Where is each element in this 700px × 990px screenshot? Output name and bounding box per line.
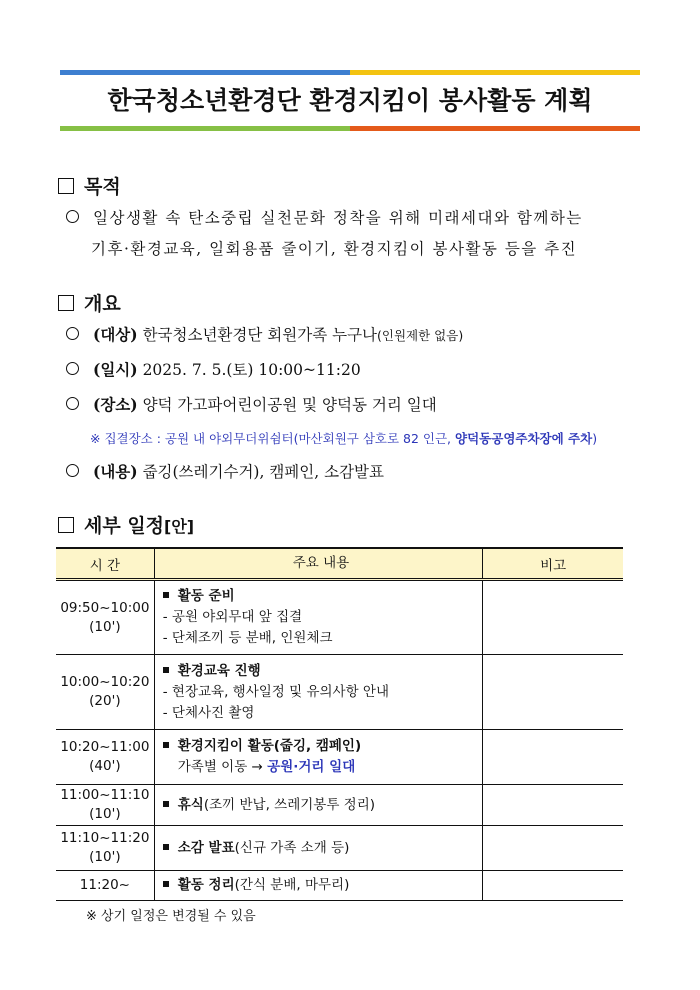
circle-bullet-icon [66, 210, 79, 223]
square-bullet-icon [163, 881, 169, 887]
purpose-paragraph: 일상생활 속 탄소중립 실천문화 정착을 위해 미래세대와 함께하는 기후·환경교육, 일회용품 줄이기, 환경지킴이 봉사활동 등을 추진 [66, 203, 666, 265]
content-cell: 환경지킴이 활동(줍깅, 캠페인) 가족별 이동 → 공원·거리 일대 [154, 730, 482, 785]
overview-place: (장소) 양덕 가고파어린이공원 및 양덕동 거리 일대 [66, 394, 437, 416]
circle-bullet-icon [66, 464, 79, 477]
table-row [56, 730, 623, 785]
table-row [56, 871, 623, 901]
note-cell [483, 580, 623, 655]
square-bullet-icon [163, 742, 169, 748]
checkbox-square-icon [58, 517, 74, 533]
content-cell: 활동 준비 - 공원 야외무대 앞 집결 - 단체조끼 등 분배, 인원체크 [154, 580, 482, 655]
time-cell: 10:00~10:20 (20') [56, 655, 154, 730]
time-cell: 11:20~ [56, 871, 154, 901]
content-cell: 휴식(조끼 반납, 쓰레기봉투 정리) [154, 785, 482, 826]
table-row [56, 826, 623, 871]
time-cell: 10:20~11:00 (40') [56, 730, 154, 785]
section-heading-purpose: 목적 [58, 172, 121, 199]
title-bar-orange [350, 126, 640, 131]
column-header-time: 시 간 [56, 548, 154, 580]
table-row [56, 580, 623, 655]
title-bar-green [60, 126, 350, 131]
schedule-table [56, 547, 623, 901]
square-bullet-icon [163, 667, 169, 673]
title-bar-yellow [350, 70, 640, 75]
meeting-place-note: ※ 집결장소 : 공원 내 야외무더위쉼터(마산회원구 삼호로 82 인근, 양덕동공영주차장에 주차) [90, 431, 598, 446]
column-header-note: 비고 [483, 548, 623, 580]
title-bar-blue [60, 70, 350, 75]
table-row [56, 785, 623, 826]
note-cell [483, 826, 623, 871]
note-cell [483, 655, 623, 730]
circle-bullet-icon [66, 362, 79, 375]
content-cell: 활동 정리(간식 분배, 마무리) [154, 871, 482, 901]
time-cell: 11:00~11:10 (10') [56, 785, 154, 826]
content-cell: 소감 발표(신규 가족 소개 등) [154, 826, 482, 871]
content-cell: 환경교육 진행 - 현장교육, 행사일정 및 유의사항 안내 - 단체사진 촬영 [154, 655, 482, 730]
time-cell: 09:50~10:00 (10') [56, 580, 154, 655]
section-heading-schedule: 세부 일정[안] [58, 511, 194, 538]
square-bullet-icon [163, 844, 169, 850]
schedule-footnote: ※ 상기 일정은 변경될 수 있음 [86, 909, 256, 924]
column-header-content: 주요 내용 [154, 548, 482, 580]
square-bullet-icon [163, 801, 169, 807]
circle-bullet-icon [66, 397, 79, 410]
note-cell [483, 730, 623, 785]
overview-date: (일시) 2025. 7. 5.(토) 10:00~11:20 [66, 359, 361, 381]
document-title: 한국청소년환경단 환경지킴이 봉사활동 계획 [107, 86, 593, 115]
table-row [56, 655, 623, 730]
circle-bullet-icon [66, 327, 79, 340]
overview-content: (내용) 줍깅(쓰레기수거), 캠페인, 소감발표 [66, 461, 384, 483]
time-cell: 11:10~11:20 (10') [56, 826, 154, 871]
checkbox-square-icon [58, 178, 74, 194]
note-cell [483, 785, 623, 826]
section-heading-overview: 개요 [58, 289, 121, 316]
checkbox-square-icon [58, 295, 74, 311]
square-bullet-icon [163, 592, 169, 598]
table-header-row [56, 548, 623, 580]
overview-target: (대상) 한국청소년환경단 회원가족 누구나(인원제한 없음) [66, 324, 463, 347]
note-cell [483, 871, 623, 901]
